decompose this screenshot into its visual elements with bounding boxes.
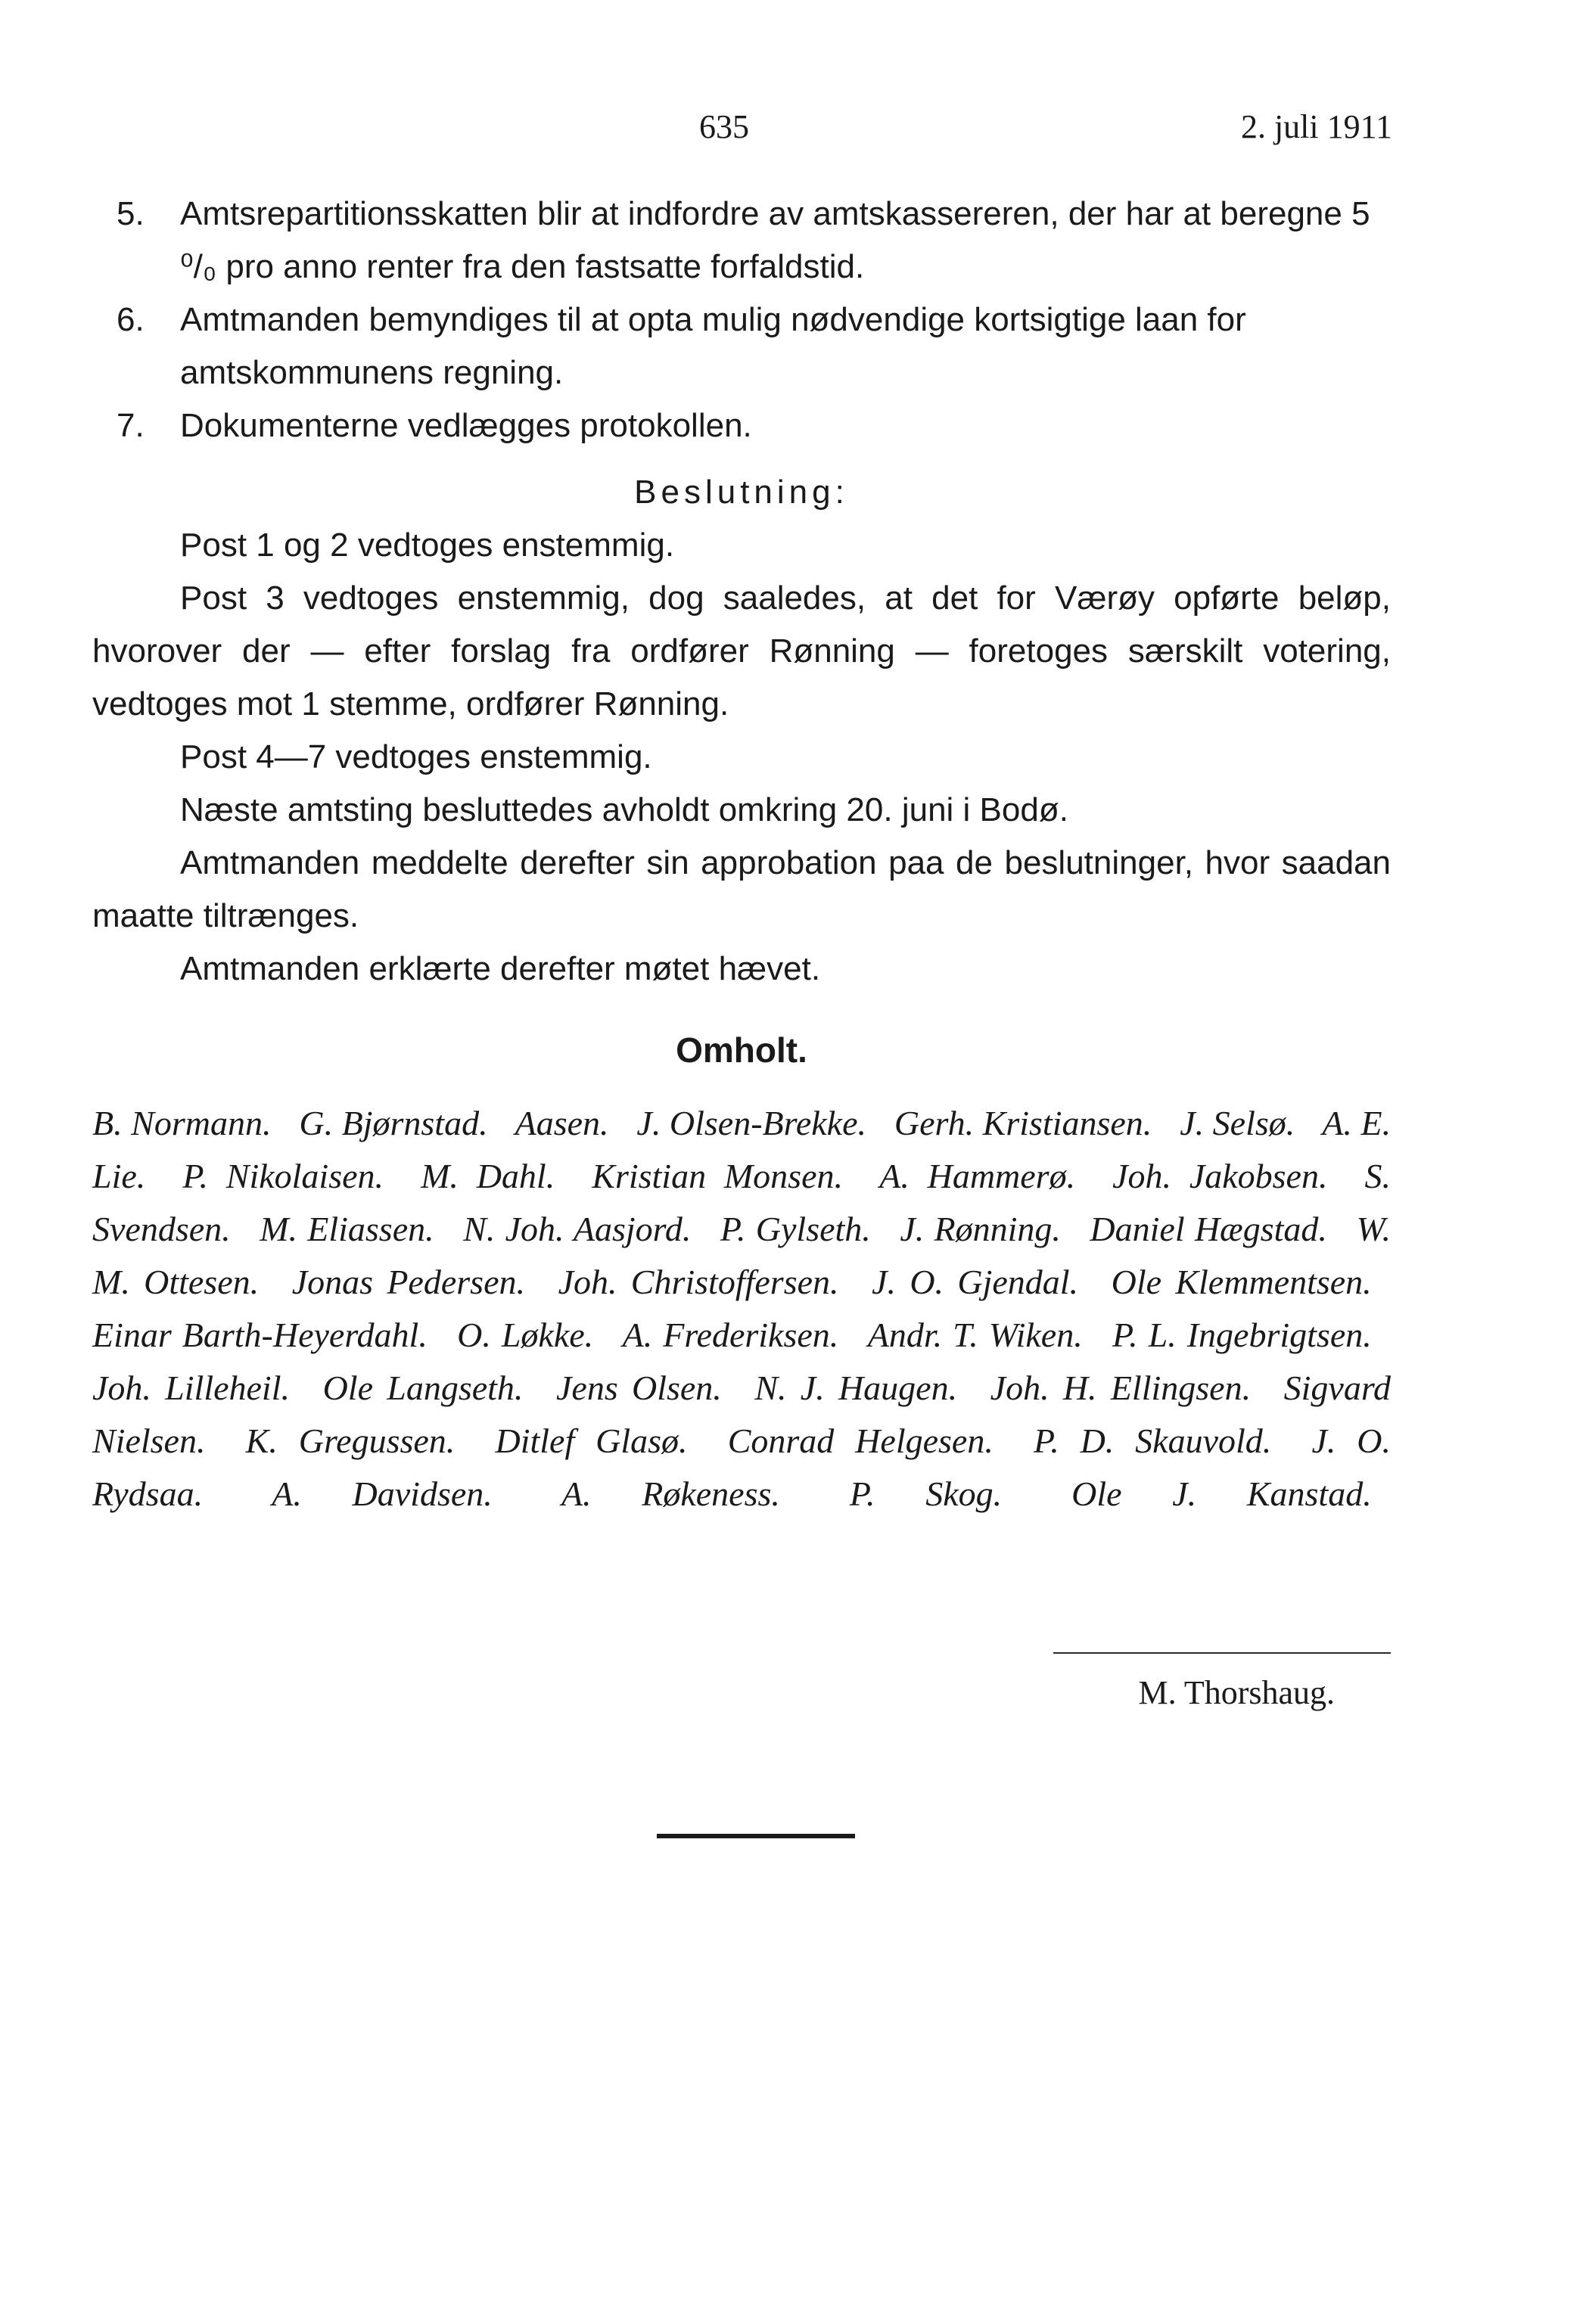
place-heading: Omholt. bbox=[676, 1030, 807, 1070]
signature-name: M. Eliassen. bbox=[260, 1210, 434, 1248]
paragraph: Post 4—7 vedtoges enstemmig. bbox=[180, 738, 652, 775]
signature-name: Joh. H. Ellingsen. bbox=[990, 1369, 1252, 1407]
signature-name: P. Gylseth. bbox=[720, 1210, 871, 1248]
signature-name: Ditlef Glasø. bbox=[495, 1421, 688, 1460]
numbered-item bbox=[92, 399, 1391, 452]
signature-name: J. Olsen-Brekke. bbox=[636, 1104, 867, 1142]
signature-name: J. O. Rydsaa. bbox=[92, 1421, 1392, 1513]
paragraph: Post 3 vedtoges enstemmig, dog saaledes, at det for Værøy opførte beløp, hvorover der — efter forslag fra ordfører Rønning — foretoges særskilt votering, vedtoges mot 1 stemme, ordfører Rønning. bbox=[92, 579, 1391, 722]
signature-name: Einar Barth-Heyerdahl. bbox=[92, 1316, 428, 1354]
paragraph: Amtmanden meddelte derefter sin approbation paa de beslutninger, hvor saadan maatte tiltrænges. bbox=[92, 844, 1391, 934]
signature-name: Conrad Helgesen. bbox=[727, 1421, 994, 1460]
item-number: 5. bbox=[117, 195, 145, 232]
signature-name: Jonas Pedersen. bbox=[291, 1263, 525, 1301]
signature-name: P. D. Skauvold. bbox=[1034, 1421, 1272, 1460]
signature-name: Aasen. bbox=[515, 1104, 609, 1142]
signature-divider bbox=[1053, 1652, 1391, 1654]
signature-name: W. M. Ottesen. bbox=[92, 1210, 1392, 1301]
signature-name: A. Røkeness. bbox=[561, 1474, 780, 1513]
page-number: 635 bbox=[699, 108, 749, 145]
paragraph: Næste amtsting besluttedes avholdt omkring 20. juni i Bodø. bbox=[180, 791, 1068, 828]
signature-name: Sigvard Nielsen. bbox=[92, 1369, 1392, 1460]
signature-name: M. Dahl. bbox=[421, 1157, 555, 1195]
signature-name: Kristian Monsen. bbox=[592, 1157, 843, 1195]
signature-name: K. Gregussen. bbox=[245, 1421, 456, 1460]
signature-name: P. L. Ingebrigtsen. bbox=[1112, 1316, 1372, 1354]
signature-name: A. Davidsen. bbox=[272, 1474, 493, 1513]
signature-name: Joh. Christoffersen. bbox=[558, 1263, 839, 1301]
signature-list bbox=[92, 1097, 1391, 1521]
page-date: 2. juli 1911 bbox=[1240, 108, 1392, 145]
numbered-item bbox=[92, 294, 1391, 399]
item-text: Amtmanden bemyndiges til at opta mulig nødvendige kortsigtige laan for amtskommunens regning. bbox=[180, 301, 1246, 391]
item-text: Dokumenterne vedlægges protokollen. bbox=[180, 407, 752, 444]
signature-name: Joh. Jakobsen. bbox=[1112, 1157, 1328, 1195]
signature-name: A. Frederiksen. bbox=[622, 1316, 839, 1354]
signature-name: Ole Langseth. bbox=[322, 1369, 524, 1407]
signature-name: J. Selsø. bbox=[1180, 1104, 1295, 1142]
signature-name: B. Normann. bbox=[92, 1104, 272, 1142]
signature-name: J. O. Gjendal. bbox=[872, 1263, 1079, 1301]
numbered-item bbox=[92, 188, 1391, 294]
signature-name: G. Bjørnstad. bbox=[299, 1104, 488, 1142]
signature-name: Ole Klemmentsen. bbox=[1111, 1263, 1372, 1301]
signature-name: Joh. Lilleheil. bbox=[92, 1369, 290, 1407]
signature-name: P. Skog. bbox=[849, 1474, 1003, 1513]
paragraph: Amtmanden erklærte derefter møtet hævet. bbox=[180, 950, 821, 987]
item-number: 7. bbox=[117, 407, 145, 444]
section-title: Beslutning: bbox=[634, 474, 849, 511]
minutes-body bbox=[92, 188, 1391, 1080]
signature-name: Andr. T. Wiken. bbox=[867, 1316, 1083, 1354]
signature-name: P. Nikolaisen. bbox=[182, 1157, 384, 1195]
signature-name: Ole J. Kanstad. bbox=[1071, 1474, 1372, 1513]
signature-name: O. Løkke. bbox=[457, 1316, 594, 1354]
signature-name: J. Rønning. bbox=[900, 1210, 1061, 1248]
signature-name: N. J. Haugen. bbox=[754, 1369, 958, 1407]
signature-name: Gerh. Kristiansen. bbox=[894, 1104, 1152, 1142]
signature-name: A. E. Lie. bbox=[92, 1104, 1392, 1195]
item-number: 6. bbox=[117, 301, 145, 338]
item-text: Amtsrepartitionsskatten blir at indfordre av amtskassereren, der har at beregne 5 ⁰/₀ pro anno renter fra den fastsatte forfaldstid. bbox=[180, 195, 1370, 285]
signature-name: N. Joh. Aasjord. bbox=[463, 1210, 692, 1248]
signature-name: S. Svendsen. bbox=[92, 1157, 1392, 1248]
page-header bbox=[0, 107, 1589, 153]
signer-name: M. Thorshaug. bbox=[1138, 1674, 1335, 1711]
signature-name: A. Hammerø. bbox=[879, 1157, 1076, 1195]
paragraph: Post 1 og 2 vedtoges enstemmig. bbox=[180, 527, 675, 564]
end-rule bbox=[657, 1834, 855, 1838]
signature-name: Daniel Hægstad. bbox=[1090, 1210, 1327, 1248]
signature-name: Jens Olsen. bbox=[555, 1369, 722, 1407]
